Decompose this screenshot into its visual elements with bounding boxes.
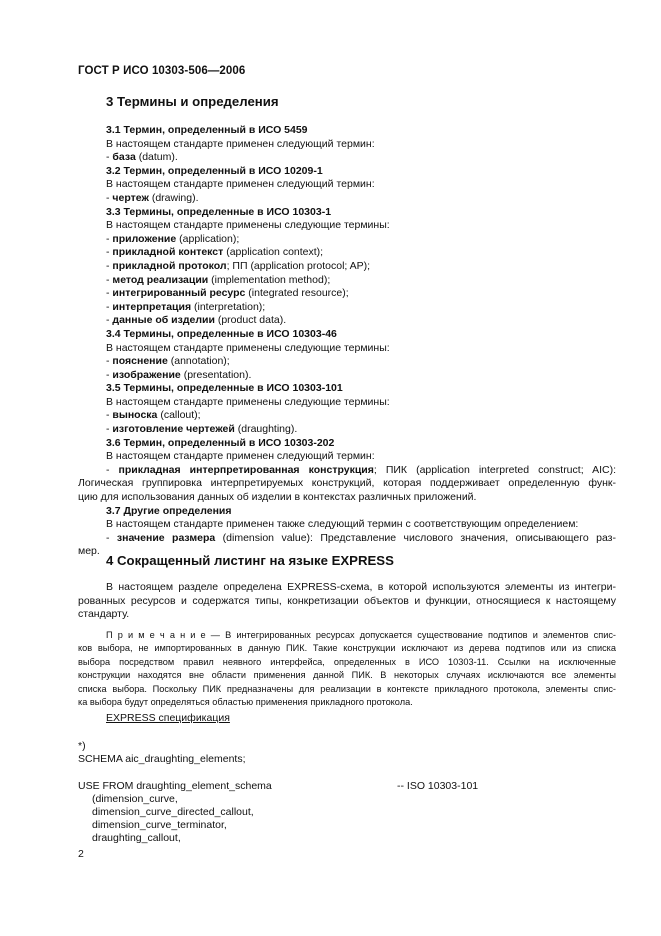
term-detail: ; ПИК (application interpreted construct; AIC): [373, 463, 616, 476]
term: значение размера [116, 531, 216, 544]
section-3-title: 3 Термины и определения [106, 94, 279, 109]
term-item: - чертеж (drawing). [106, 191, 199, 204]
term-detail: (interpretation); [191, 300, 266, 313]
term-item: - значение размера (dimension value): Представление числового значения, описывающего раз- [106, 531, 616, 544]
term: прикладная интерпретированная конструкция [118, 463, 374, 476]
term-detail: (datum). [135, 151, 178, 164]
term: чертеж [112, 191, 149, 204]
term-item: - изображение (presentation). [106, 368, 252, 381]
term-item: - прикладной протокол; ПП (application protocol; AP); [106, 259, 371, 272]
term-item: - выноска (callout); [106, 409, 201, 422]
note-text: — В интегрированных ресурсах допускается существование подтипов и элементов спис- [205, 630, 616, 640]
term: база [112, 151, 136, 164]
term-detail: (dimension value): Представление числового значения, описывающего раз- [215, 531, 616, 544]
term-detail: (drawing). [148, 191, 199, 204]
term-detail: ; ПП (application protocol; AP); [226, 259, 371, 272]
term-detail: (integrated resource); [245, 287, 349, 300]
term-item: - метод реализации (implementation method); [106, 273, 331, 286]
term-item: - приложение (application); [106, 232, 240, 245]
term-detail: (annotation); [167, 355, 230, 368]
code-line: USE FROM draughting_element_schema [78, 780, 272, 792]
term-item: - база (datum). [106, 151, 178, 164]
code-line: SCHEMA aic_draughting_elements; [78, 753, 246, 765]
term-item: - пояснение (annotation); [106, 355, 230, 368]
paragraph-line: рованных ресурсов и содержатся типы, конкретизации объектов и функции, относящиеся к настоящему [78, 594, 616, 607]
term-detail: (implementation method); [208, 273, 331, 286]
term: выноска [112, 409, 158, 422]
term: приложение [112, 232, 177, 245]
section-3-body [78, 124, 616, 559]
term-detail: (draughting). [234, 423, 298, 436]
term: метод реализации [112, 273, 209, 286]
term-item: - изготовление чертежей (draughting). [106, 423, 298, 436]
term-item: - данные об изделии (product data). [106, 314, 287, 327]
paragraph: В настоящем стандарте применены следующие термины: [106, 395, 390, 408]
express-spec-label: EXPRESS спецификация [106, 712, 230, 724]
code-line: *) [78, 740, 86, 752]
term-detail: (callout); [157, 409, 201, 422]
paragraph: В настоящем стандарте применен следующий термин: [106, 178, 375, 191]
subsection-heading: 3.6 Термин, определенный в ИСО 10303-202 [106, 436, 335, 449]
term: изображение [112, 368, 181, 381]
paragraph-line: Логическая группировка интерпретируемых конструкций, которая поддерживает определенную функ- [78, 477, 616, 490]
term: интерпретация [112, 300, 192, 313]
subsection-heading: 3.4 Термины, определенные в ИСО 10303-46 [106, 327, 337, 340]
paragraph-line: цию для использования данных об изделии в контекстах различных приложений. [78, 491, 477, 504]
term: прикладной протокол [112, 259, 227, 272]
subsection-heading: 3.5 Термины, определенные в ИСО 10303-101 [106, 382, 343, 395]
note-line: выбора посредством правил неявного интерфейса, определенных в ИСО 10303-11. Ссылки на исключенные [78, 656, 616, 667]
code-line: dimension_curve_directed_callout, [92, 806, 254, 818]
paragraph: В настоящем стандарте применены следующие термины: [106, 219, 390, 232]
paragraph: В настоящем стандарте применен следующий термин: [106, 137, 375, 150]
term-detail: (application); [176, 232, 240, 245]
note-block [78, 629, 616, 709]
code-line: draughting_callout, [92, 832, 181, 844]
paragraph: В настоящем стандарте применен также следующий термин с соответствующим определением: [106, 518, 579, 531]
note-line: ка выбора будут определяться областью применения прикладного протокола. [78, 697, 413, 708]
term: изготовление чертежей [112, 423, 235, 436]
term: данные об изделии [112, 314, 215, 327]
subsection-heading: 3.7 Другие определения [106, 504, 232, 517]
note-label: П р и м е ч а н и е [106, 630, 206, 640]
note-line: списка выбора. Поскольку ПИК предназначены для реализации в контексте прикладного протокола, элементы спис- [78, 683, 616, 694]
term: интегрированный ресурс [112, 287, 246, 300]
paragraph: В настоящем стандарте применен следующий термин: [106, 450, 375, 463]
subsection-heading: 3.3 Термины, определенные в ИСО 10303-1 [106, 205, 332, 218]
term-item: - прикладной контекст (application context); [106, 246, 324, 259]
term: прикладной контекст [112, 246, 224, 259]
term-detail: (product data). [214, 314, 287, 327]
note-line [78, 629, 616, 642]
paragraph: В настоящем стандарте применены следующие термины: [106, 341, 390, 354]
code-comment: -- ISO 10303-101 [397, 780, 479, 792]
page-number: 2 [78, 848, 84, 860]
term-item: - интерпретация (interpretation); [106, 300, 266, 313]
subsection-heading: 3.1 Термин, определенный в ИСО 5459 [106, 124, 308, 136]
note-line: конструкции находятся вне области применения данной ПИК. В некоторых случаях исключаются все элементы [78, 670, 616, 681]
paragraph-line: стандарту. [78, 608, 130, 621]
term-detail: (presentation). [180, 368, 252, 381]
code-line: dimension_curve_terminator, [92, 819, 227, 831]
paragraph-line: В настоящем разделе определена EXPRESS-схема, в которой используются элементы из интегри- [106, 581, 616, 593]
term: пояснение [112, 355, 168, 368]
section-4-title: 4 Сокращенный листинг на языке EXPRESS [106, 553, 394, 568]
subsection-heading: 3.2 Термин, определенный в ИСО 10209-1 [106, 164, 323, 177]
paragraph-line: мер. [78, 545, 100, 558]
document-header: ГОСТ Р ИСО 10303-506—2006 [78, 65, 246, 77]
term-detail: (application context); [223, 246, 324, 259]
note-line: ков выбора, не импортированных в данную ПИК. Такие конструкции исключают из дерева подтипов или из списка [78, 643, 616, 654]
term-item: - интегрированный ресурс (integrated resource); [106, 287, 349, 300]
code-line: (dimension_curve, [92, 793, 178, 805]
section-4-paragraph [78, 581, 616, 622]
term-item: - прикладная интерпретированная конструкция; ПИК (application interpreted construct; AIC): [106, 463, 616, 476]
